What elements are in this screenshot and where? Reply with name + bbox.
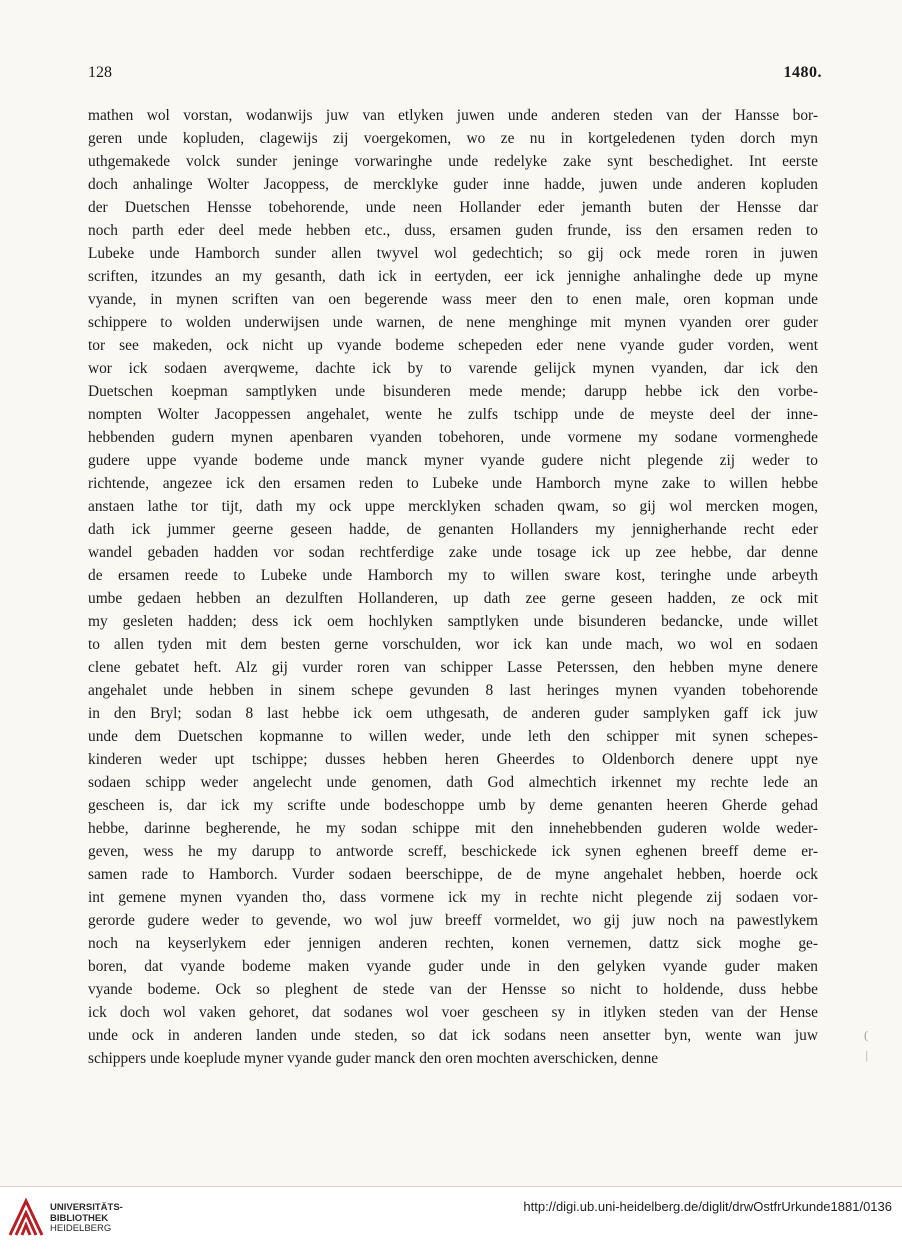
viewer-footer [0,1187,902,1249]
text-line: uthgemakede volck sunder jeninge vorwaringhe unde redelyke zake synt beschedighet. Int eerste [88,153,818,170]
text-line: unde ock in anderen landen unde steden, so dat ick sodans neen ansetter byn, wente wan juw [88,1027,818,1044]
text-line: vyande, in mynen scriften van oen begerende wass meer den to enen male, oren kopman unde [88,291,818,308]
margin-mark: | [865,1048,868,1062]
text-line: noch na keyserlykem eder jennigen anderen rechten, konen vernemen, dattz sick moghe ge- [88,935,818,952]
text-line: de ersamen reede to Lubeke unde Hamborch my to willen sware kost, teringhe unde arbeyth [88,567,818,584]
text-line: int gemene mynen vyanden tho, dass vormene ick my in rechte nicht plegende zij sodaen vor- [88,889,818,906]
text-line: doch anhalinge Wolter Jacoppess, de mercklyke guder inne hadde, juwen unde anderen kopluden [88,176,818,193]
text-line: boren, dat vyande bodeme maken vyande guder unde in den gelyken vyande guder maken [88,958,818,975]
library-name [50,1203,123,1235]
text-line: vyande bodeme. Ock so pleghent de stede van der Hensse so nicht to holdende, duss hebbe [88,981,818,998]
text-line: clene gebatet heft. Alz gij vurder roren van schipper Lasse Peterssen, den hebben myne denere [88,659,818,676]
library-logo-icon [8,1197,44,1237]
text-line: geven, wess he my darupp to antworde screff, beschickede ick synen eghenen breeff deme er- [88,843,818,860]
text-line: geren unde kopluden, clagewijs zij voergekomen, wo ze nu in kortgeledenen tyden dorch myn [88,130,818,147]
text-line: schippere to wolden underwijsen unde warnen, de nene menghinge mit mynen vyanden orer guder [88,314,818,331]
text-line: samen rade to Hamborch. Vurder sodaen beerschippe, de de myne angehalet hebben, hoerde ock [88,866,818,883]
library-name-line-2: BIBLIOTHEK [50,1212,109,1224]
text-line: gudere uppe vyande bodeme unde manck myner vyande gudere nicht plegende zij weder to [88,452,818,469]
text-line: Lubeke unde Hamborch sunder allen twyvel wol gedechtich; so gij ock mede roren in juwen [88,245,818,262]
text-line: wor ick sodaen averqweme, dachte ick by to varende gelijck mynen vyanden, dar ick den [88,360,818,377]
text-line: scriften, itzundes an my gesanth, dath ick in eertyden, eer ick jennighe anhalinghe dede up myne [88,268,818,285]
text-line: gescheen is, dar ick my scrifte unde bodeschoppe umb by deme genanten heeren Gherde gehad [88,797,818,814]
text-line: nompten Wolter Jacoppessen angehalet, wente he zulfs tschipp unde de meyste deel der inne- [88,406,818,423]
text-line: noch parth eder deel mede hebben etc., duss, ersamen guden frunde, iss den ersamen reden to [88,222,818,239]
text-line: kinderen weder upt tschippe; dusses hebben heren Gheerdes to Oldenborch denere uppt nye [88,751,818,768]
text-line: anstaen lathe tor tijt, dath my ock uppe mercklyken schaden qwam, so gij wol mercken mogen, [88,498,818,515]
text-line: angehalet unde hebben in sinem schepe gevunden 8 last heringes mynen vyanden tobehorende [88,682,818,699]
text-line: in den Bryl; sodan 8 last hebbe ick oem uthgesath, de anderen guder samplyken gaff ick juw [88,705,818,722]
text-line: to allen tyden mit dem besten gerne vorschulden, wor ick kan unde mach, wo wol en sodaen [88,636,818,653]
page-year: 1480. [783,64,822,81]
text-line: schippers unde koeplude myner vyande guder manck den oren mochten averschicken, denne [88,1050,659,1067]
document-body [88,104,818,1070]
text-line: Duetschen koepman samptlyken unde bisunderen mede mende; darupp hebbe ick den vorbe- [88,383,818,400]
permalink[interactable]: http://digi.ub.uni-heidelberg.de/diglit/drwOstfrUrkunde1881/0136 [523,1199,892,1214]
page-header [88,64,822,90]
library-logo[interactable] [8,1195,128,1241]
text-line: mathen wol vorstan, wodanwijs juw van etlyken juwen unde anderen steden van der Hansse bor- [88,107,818,124]
text-line: der Duetschen Hensse tobehorende, unde neen Hollander eder jemanth buten der Hensse dar [88,199,818,216]
text-line: hebbenden gudern mynen apenbaren vyanden tobehoren, unde vormene my sodane vormenghede [88,429,818,446]
text-line: ick doch wol vaken gehoret, dat sodanes wol voer gescheen sy in itlyken steden van der Hense [88,1004,818,1021]
text-line: my gesleten hadden; dess ick oem hochlyken samptlyken unde bisunderen bedancke, unde willet [88,613,818,630]
text-line: hebbe, darinne begherende, he my sodan schippe mit den innehebbenden guderen wolde weder- [88,820,818,837]
text-line: gerorde gudere weder to gevende, wo wol juw breeff vormeldet, wo gij juw noch na pawestlykem [88,912,818,929]
page-number: 128 [88,64,112,81]
text-line: sodaen schipp weder angelecht unde genomen, dath God almechtich irkennet my rechte lede an [88,774,818,791]
text-line: unde dem Duetschen kopmanne to willen weder, unde leth den schipper mit synen schepes- [88,728,818,745]
text-line: wandel gebaden hadden vor sodan rechtferdige zake unde tosage ick up zee hebbe, dar denne [88,544,818,561]
text-line: richtende, angezee ick den ersamen reden to Lubeke unde Hamborch myne zake to willen hebbe [88,475,818,492]
margin-mark: ( [864,1028,868,1042]
text-line: tor see makeden, ock nicht up vyande bodeme schepeden eder nene vyande guder vorden, went [88,337,818,354]
library-name-line-3: HEIDELBERG [50,1223,112,1234]
text-line: umbe gedaen hebben an dezulften Hollanderen, up dath zee gerne geseen hadden, ze ock mit [88,590,818,607]
text-line: dath ick jummer geerne geseen hadde, de genanten Hollanders my jennigherhande recht eder [88,521,818,538]
library-name-line-1: UNIVERSITÄTS- [50,1202,123,1213]
